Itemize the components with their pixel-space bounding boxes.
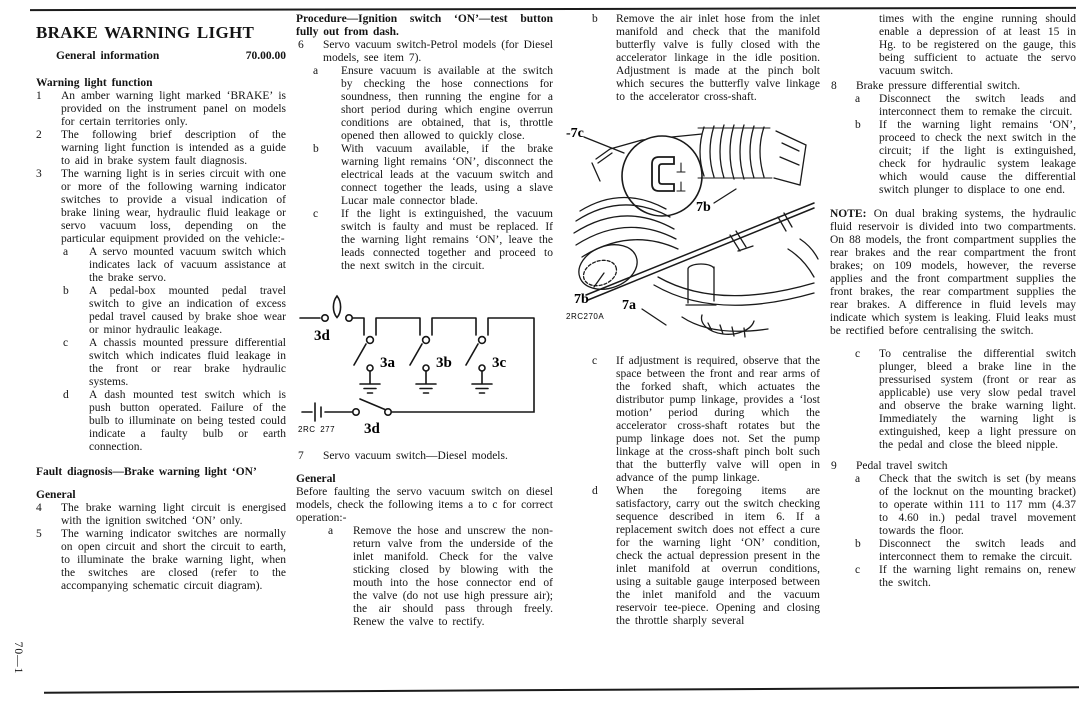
list-item [830, 348, 1076, 452]
item-text: Disconnect the switch leads and interconnect them to remake the circuit. [879, 93, 1076, 118]
list-item [830, 460, 1076, 473]
item-letter: a [855, 473, 861, 485]
list-item [36, 502, 286, 528]
item-letter: b [592, 13, 598, 25]
item-letter: a [855, 93, 861, 105]
engine-illustration-figure [562, 119, 820, 347]
page-number: 70—1 [12, 641, 24, 675]
item-text: The warning indicator switches are normally on open circuit and short the circuit to earth, to illuminate the brake warning light, when the switches are closed (refer to the accompanying schematic circuit diagram). [61, 528, 286, 592]
figure-label-7b-low: 7b [574, 292, 589, 307]
continued-paragraph: times with the engine running should enable a depression of at least 15 in Hg. to be registered on the gauge, this being sufficient to actuate the servo vacuum switch. [879, 13, 1076, 77]
list-item [296, 39, 553, 65]
list-item [830, 564, 1076, 590]
item-text: If the warning light remains ‘ON’, proceed to check the next switch in the circuit; if the light is extinguished, check for hydraulic system leakage which would cause the differential switch plunger to displace to one end. [879, 119, 1076, 196]
info-row [36, 50, 286, 63]
item-letter: c [63, 337, 69, 349]
item-text: The brake warning light circuit is energised with the ignition switched ‘ON’ only. [61, 502, 286, 527]
schematic-label-test-switch: 3d [364, 421, 380, 437]
list-item [296, 525, 553, 629]
list-item [296, 65, 553, 143]
figure-label-7a: 7a [622, 298, 636, 313]
schematic-circuit-figure [296, 288, 553, 438]
list-item [830, 538, 1076, 564]
info-code: 70.00.00 [245, 50, 286, 62]
item-text: A pedal-box mounted pedal travel switch to give an indication of excess pedal travel caused by brake shoe wear or minor hydraulic leakage. [89, 285, 286, 336]
item-text: The warning light is in series circuit with one or more of the following warning indicator switches to provide a visual indication of brake lining wear, hydraulic fluid leakage or servo vacuum loss, depending on the particular equipment provided on the vehicle:- [61, 168, 286, 245]
schematic-label-switch-b: 3b [436, 355, 452, 371]
item-text: Servo vacuum switch-Petrol models (for Diesel models, see item 7). [323, 39, 553, 64]
heading-procedure: Procedure—Ignition switch ‘ON’—test button fully out from dash. [296, 13, 553, 38]
item-text: The following brief description of the warning light function is intended as a guide to aid in brake system fault diagnosis. [61, 129, 286, 167]
item-number: 5 [36, 528, 42, 540]
note-text: On dual braking systems, the hydraulic fluid reservoir is divided into two compartments. On 88 models, the front compartment supplies the rear brakes and the rear compartment the front brakes; on 109 models, however, the reverse applies and the front compartment supplies the front brakes, the rear compartment supplies the rear brakes. A difference in fluid levels may indicate which system is leaking. Fluid leaks must be rectified before centralising the switch. [830, 208, 1077, 337]
heading-warning-light-function: Warning light function [36, 77, 153, 89]
item-letter: a [328, 525, 334, 537]
schematic-reference-code: 2RC 277 [298, 425, 336, 434]
info-label: General information [56, 50, 160, 62]
list-item [296, 208, 553, 273]
list-item [36, 337, 286, 389]
item-text: If adjustment is required, observe that the space between the front and rear arms of the forked shaft, which actuates the distributor pump linkage, provides a ‘lost motion’ period during which the accelerator cross-shaft rotates but the pump linkage does not. Set the pump linkage at the cross-shaft pinch bolt such that the butterfly valve will open in advance of the pump linkage. [616, 355, 820, 484]
note-label: NOTE: [830, 208, 867, 220]
figure-reference-code: 2RC270A [566, 312, 605, 321]
heading-general: General [36, 489, 76, 501]
item-number: 4 [36, 502, 42, 514]
list-item [296, 143, 553, 208]
note-paragraph [830, 208, 1076, 338]
item-text: Check that the switch is set (by means of the locknut on the mounting bracket) to operate within 111 to 117 mm (4.37 to 4.60 in.) pedal travel movement towards the floor. [879, 473, 1076, 537]
list-item [562, 485, 820, 628]
section-title: BRAKE WARNING LIGHT [36, 23, 255, 42]
item-text: A chassis mounted pressure differential switch which indicates fluid leakage in the front or rear brake hydraulic systems. [89, 337, 286, 388]
item-letter: c [855, 348, 861, 360]
schematic-circuit-drawing [296, 288, 548, 438]
item-text: Servo vacuum switch—Diesel models. [323, 450, 508, 462]
item-text: If the light is extinguished, the vacuum switch is faulty and must be replaced. If the warning light remains ‘ON’, leave the leads connected together and proceed to the next switch in the circuit. [341, 208, 553, 272]
item-letter: a [313, 65, 319, 77]
item-number: 3 [36, 168, 42, 180]
item-letter: d [592, 485, 598, 497]
item-number: 2 [36, 129, 42, 141]
item-text: Ensure vacuum is available at the switch by checking the hose connections for soundness, then running the engine for a short period during which engine overrun conditions are obtained, that is, throttle opened then allowed to quickly close. [341, 65, 553, 142]
figure-label-7b-mid: 7b [696, 200, 711, 215]
list-item [830, 80, 1076, 93]
list-item [562, 13, 820, 104]
item-text: A servo mounted vacuum switch which indicates lack of vacuum assistance at the brake servo. [89, 246, 286, 284]
item-number: 8 [831, 80, 837, 92]
item-text: If the warning light remains on, renew the switch. [879, 564, 1076, 589]
list-item [296, 450, 553, 463]
item-letter: a [63, 246, 69, 258]
list-item [36, 285, 286, 337]
list-item [36, 246, 286, 285]
item-text: An amber warning light marked ‘BRAKE’ is provided on the instrument panel on models for certain territories only. [61, 90, 286, 128]
paragraph: Before faulting the servo vacuum switch on diesel models, check the following items a to c for correct operation:- [296, 486, 553, 524]
item-text: A dash mounted test switch which is push button operated. Failure of the bulb to illuminate on being tested could indicate a faulty bulb or earth connection. [89, 389, 286, 453]
item-text: With vacuum available, if the brake warning light remains ‘ON’, disconnect the electrical leads at the vacuum switch and connect together the leads, using a slave Lucar male connector blade. [341, 143, 553, 207]
list-item [36, 90, 286, 129]
item-letter: c [855, 564, 861, 576]
schematic-label-bulb: 3d [314, 328, 330, 344]
schematic-label-switch-a: 3a [380, 355, 395, 371]
item-number: 7 [298, 450, 304, 462]
column-3 [562, 13, 820, 628]
top-rule [30, 7, 1076, 11]
bottom-rule [44, 686, 1079, 693]
list-item [36, 129, 286, 168]
item-letter: b [63, 285, 69, 297]
item-letter: c [592, 355, 598, 367]
column-1 [36, 20, 286, 593]
column-2 [296, 13, 553, 629]
list-item [830, 473, 1076, 538]
list-item [830, 93, 1076, 119]
schematic-label-switch-c: 3c [492, 355, 507, 371]
item-letter: c [313, 208, 319, 220]
list-item [36, 168, 286, 246]
item-number: 1 [36, 90, 42, 102]
item-letter: b [313, 143, 319, 155]
list-item [36, 528, 286, 593]
heading-fault-diagnosis: Fault diagnosis—Brake warning light ‘ON’ [36, 466, 257, 478]
engine-illustration-drawing [562, 119, 820, 347]
heading-general: General [296, 473, 336, 485]
list-item [830, 119, 1076, 197]
item-text: Remove the air inlet hose from the inlet manifold and check that the manifold butterfly valve is fully closed with the accelerator linkage in the idle position. Adjustment is made at the pinch bolt which secures the butterfly valve linkage to the accelerator cross-shaft. [616, 13, 820, 103]
item-letter: b [855, 119, 861, 131]
item-text: Brake pressure differential switch. [856, 80, 1021, 92]
item-text: Pedal travel switch [856, 460, 948, 472]
item-letter: d [63, 389, 69, 401]
item-text: When the foregoing items are satisfactory, carry out the switch checking sequence described in item 6. If a replacement switch does not effect a cure for the warning light ‘ON’ condition, check the actual depression present in the inlet manifold at overrun conditions, using a suitable gauge interposed between the inlet manifold and the vacuum reservoir tee-piece. Opening and closing the throttle sharply several [616, 485, 820, 627]
figure-label-7c: -7c [566, 126, 584, 141]
item-number: 6 [298, 39, 304, 51]
item-text: Disconnect the switch leads and interconnect them to remake the circuit. [879, 538, 1076, 563]
column-4 [830, 13, 1076, 590]
item-text: To centralise the differential switch plunger, bleed a brake line in the pressurised system (front or rear as applicable) use very slow pedal travel and observe the brake warning light. Immediately the warning light is extinguished, keep a light pressure on the pedal and close the bleed nipple. [879, 348, 1076, 451]
item-number: 9 [831, 460, 837, 472]
item-text: Remove the hose and unscrew the non-return valve from the underside of the inlet manifold. Check for the valve sticking closed by blowing with the mouth into the hose connector end of the valve (do not use high pressure air); the air should pass through freely. Renew the valve to rectify. [353, 525, 553, 628]
list-item [562, 355, 820, 485]
item-letter: b [855, 538, 861, 550]
list-item [36, 389, 286, 454]
